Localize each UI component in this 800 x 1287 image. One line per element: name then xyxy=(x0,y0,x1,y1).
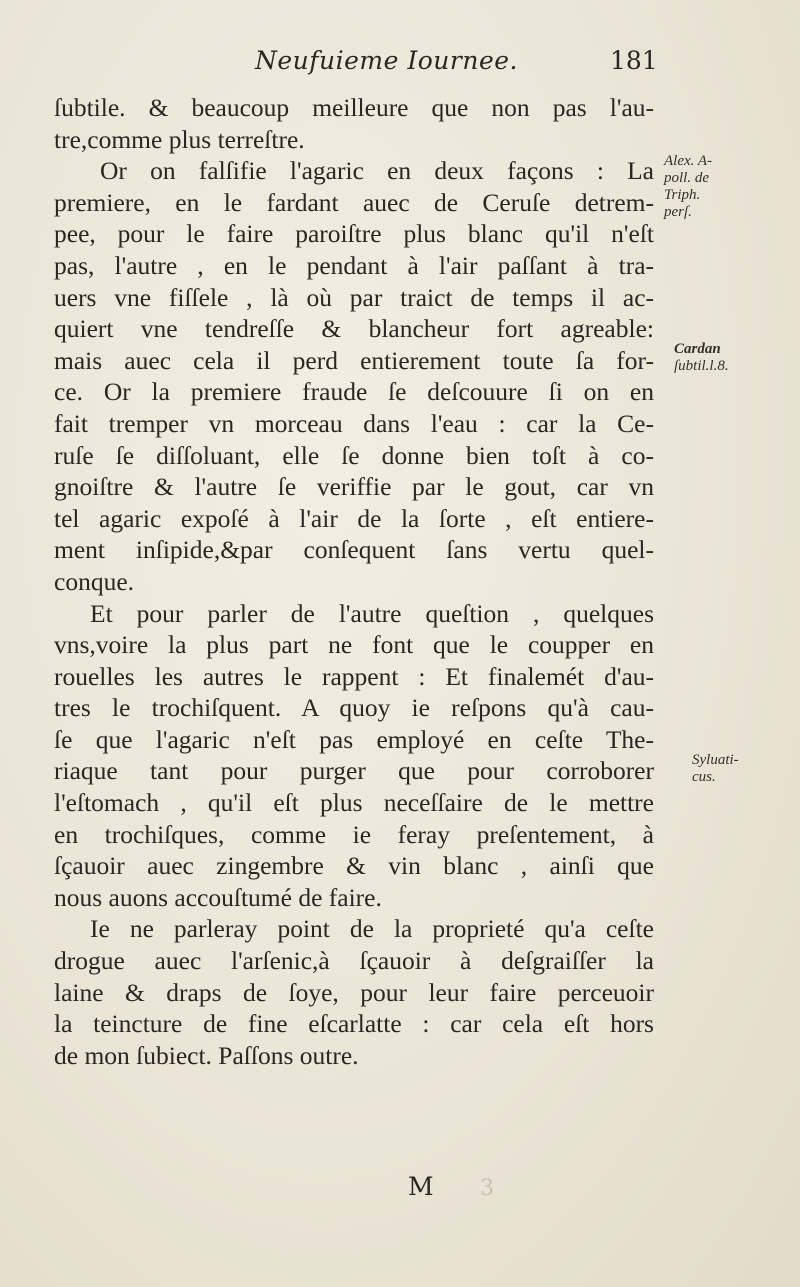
running-title: Neufuieme Iournee. xyxy=(255,46,518,75)
margin-note-line: Triph. xyxy=(664,187,701,203)
text-line: de mon ſubiect. Paſſons outre. xyxy=(54,1040,359,1070)
text-line: mais auec cela il perd entierement toute ſa for- xyxy=(54,345,654,375)
text-line: ſe que l'agaric n'eſt pas employé en ceſte The- xyxy=(54,724,654,754)
text-line: ſçauoir auec zingembre & vin blanc , ainſi que xyxy=(54,851,654,881)
text-line: ſubtile. & beaucoup meilleure que non pas l'au- xyxy=(54,93,654,122)
bleed-through-text: 3 xyxy=(480,1176,494,1201)
margin-note-line: Cardan xyxy=(674,341,721,357)
text-line: riaque tant pour purger que pour corroborer xyxy=(54,756,654,786)
text-line: laine & draps de ſoye, pour leur faire perceuoir xyxy=(54,977,654,1007)
text-line: premiere, en le fardant auec de Ceruſe detrem- xyxy=(54,187,654,217)
margin-note-line: Syluati- xyxy=(692,752,739,768)
text-line: uers vne fiſſele , là où par traict de temps il ac- xyxy=(54,282,654,312)
text-line: conque. xyxy=(54,566,135,596)
signature-mark: M xyxy=(408,1172,434,1201)
text-line: tel agaric expoſé à l'air de la ſorte , eſt entiere- xyxy=(54,503,654,533)
text-line: la teincture de fine eſcarlatte : car cela eſt hors xyxy=(54,1009,654,1039)
text-line: rouelles les autres le rappent : Et finalemét d'au- xyxy=(54,661,654,691)
margin-note-line: cus. xyxy=(692,769,716,785)
text-line: tre,comme plus terreſtre. xyxy=(54,124,305,154)
text-line: l'eſtomach , qu'il eſt plus neceſſaire de le mettre xyxy=(54,788,654,818)
text-line: tres le trochiſquent. A quoy ie reſpons qu'à cau- xyxy=(54,693,654,723)
text-line: nous auons accouſtumé de faire. xyxy=(54,882,382,912)
margin-note-syluaticus xyxy=(692,752,739,786)
text-line: drogue auec l'arſenic,à ſçauoir à deſgraiſſer la xyxy=(54,946,654,976)
text-line: en trochiſques, comme ie feray preſentement, à xyxy=(54,819,654,849)
margin-note-line: Alex. A- xyxy=(664,153,713,169)
margin-note-line: ſubtil.l.8. xyxy=(674,358,729,374)
page-footer xyxy=(0,1172,800,1212)
text-line: Et pour parler de l'autre queſtion , quelques xyxy=(90,598,654,628)
body-text xyxy=(54,92,654,1071)
text-line: Ie ne parleray point de la proprieté qu'a ceſte xyxy=(90,914,654,944)
text-line: pas, l'autre , en le pendant à l'air paſſant à tra- xyxy=(54,250,654,280)
text-line: fait tremper vn morceau dans l'eau : car la Ce- xyxy=(54,408,654,438)
text-line: gnoiſtre & l'autre ſe veriffie par le gout, car vn xyxy=(54,472,654,502)
running-header xyxy=(0,46,800,86)
page-number: 181 xyxy=(610,46,658,75)
text-line: ruſe ſe diſſoluant, elle ſe donne bien toſt à co- xyxy=(54,440,654,470)
margin-note-alexander xyxy=(664,153,712,221)
text-line: quiert vne tendreſſe & blancheur fort agreable: xyxy=(54,314,654,344)
text-line: vns,voire la plus part ne font que le coupper en xyxy=(54,630,654,660)
text-line: pee, pour le faire paroiſtre plus blanc qu'il n'eſt xyxy=(54,219,654,249)
text-line: ce. Or la premiere fraude ſe deſcouure ſi on en xyxy=(54,377,654,407)
text-line: Or on falſifie l'agaric en deux façons : La xyxy=(100,156,654,186)
text-line: ment inſipide,&par conſequent ſans vertu quel- xyxy=(54,535,654,565)
margin-note-line: poll. de xyxy=(664,170,709,186)
margin-note-line: perſ. xyxy=(664,204,692,220)
margin-note-cardan xyxy=(674,341,729,375)
